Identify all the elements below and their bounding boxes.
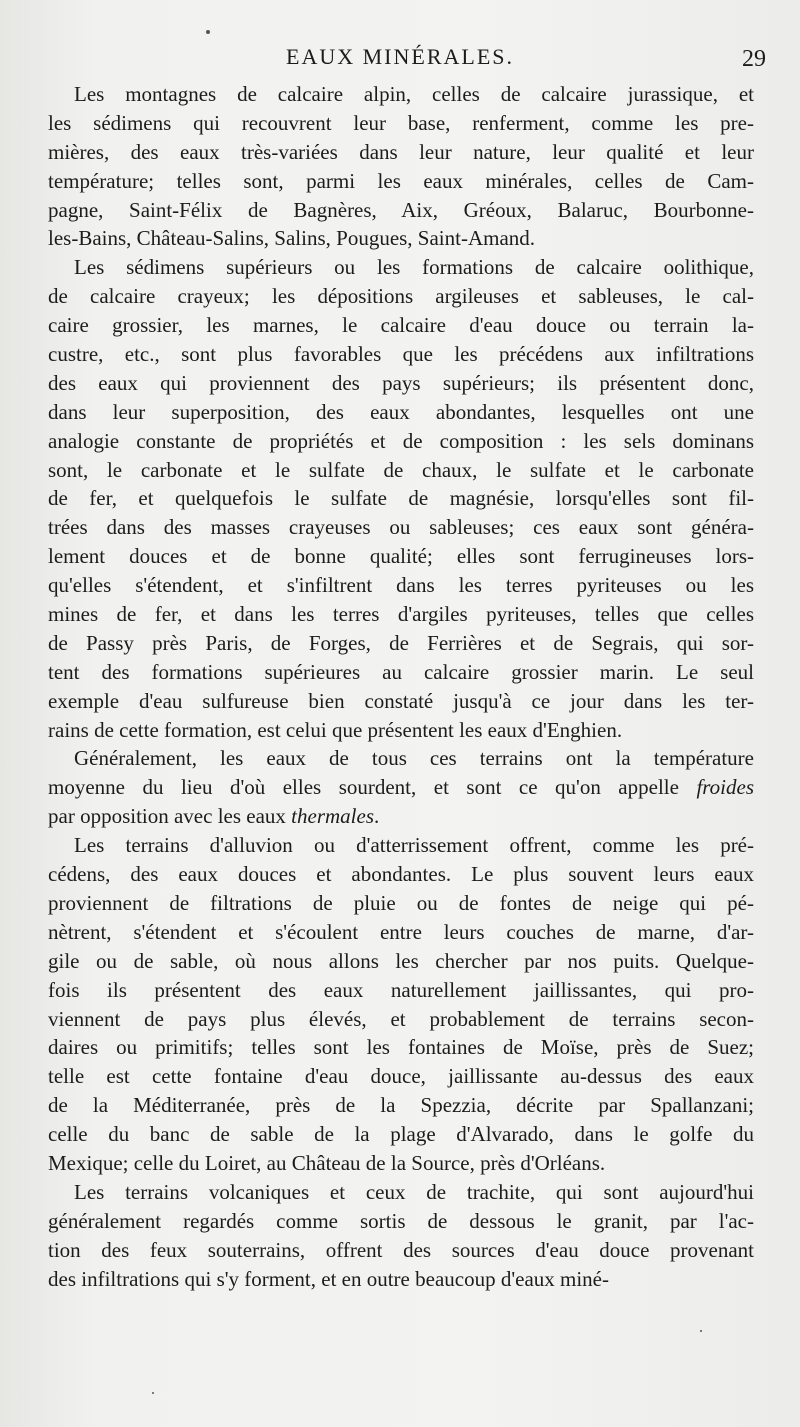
- trailing-punctuation: .: [374, 804, 380, 829]
- print-speck: [700, 1330, 702, 1332]
- text-line: [48, 1207, 754, 1236]
- body-text: [48, 80, 754, 1293]
- paragraph: [48, 1178, 754, 1294]
- line-text: par opposition avec les eaux: [48, 804, 286, 829]
- line-text: des eaux qui proviennent des pays supérieurs; ils présentent donc,: [48, 370, 754, 395]
- line-text: Les sédimens supérieurs ou les formations de calcaire oolithique,: [74, 255, 754, 280]
- text-line: [48, 427, 754, 456]
- line-text: custre, etc., sont plus favorables que les précédens aux infiltrations: [48, 342, 754, 367]
- line-text: les sédimens qui recouvrent leur base, renferment, comme les pre-: [48, 110, 754, 135]
- line-text: Les terrains volcaniques et ceux de trachite, qui sont aujourd'hui: [74, 1179, 754, 1204]
- line-text: généralement regardés comme sortis de dessous le granit, par l'ac-: [48, 1208, 754, 1233]
- text-line: [48, 196, 754, 225]
- text-line: [48, 658, 754, 687]
- line-text: viennent de pays plus élevés, et probablement de terrains secon-: [48, 1006, 754, 1031]
- text-line: [48, 629, 754, 658]
- text-line: [48, 1236, 754, 1265]
- text-line: [48, 398, 754, 427]
- line-text: tion des feux souterrains, offrent des sources d'eau douce provenant: [48, 1237, 754, 1262]
- paragraph: [48, 831, 754, 1178]
- text-line: [48, 1062, 754, 1091]
- text-line: [48, 773, 754, 802]
- line-text: les-Bains, Château-Salins, Salins, Pougues, Saint-Amand.: [48, 226, 536, 251]
- italic-term: thermales: [291, 804, 374, 829]
- text-line: [48, 167, 754, 196]
- print-speck: [152, 1392, 154, 1394]
- text-line: [48, 369, 754, 398]
- line-text: nètrent, s'étendent et s'écoulent entre leurs couches de marne, d'ar-: [48, 919, 754, 944]
- text-line: [48, 1265, 754, 1294]
- line-text: gile ou de sable, où nous allons les chercher par nos puits. Quelque-: [48, 948, 754, 973]
- line-text: caire grossier, les marnes, le calcaire d'eau douce ou terrain la-: [48, 313, 754, 338]
- line-text: dans leur superposition, des eaux abondantes, lesquelles ont une: [48, 399, 754, 424]
- text-line: [48, 311, 754, 340]
- text-line: [48, 687, 754, 716]
- italic-term: froides: [696, 775, 754, 800]
- line-text: sont, le carbonate et le sulfate de chaux, le sulfate et le carbonate: [48, 457, 754, 482]
- line-text: proviennent de filtrations de pluie ou de fontes de neige qui pé-: [48, 890, 754, 915]
- text-line: [48, 600, 754, 629]
- text-line: [48, 224, 754, 253]
- text-line: [48, 484, 754, 513]
- line-text: de la Méditerranée, près de la Spezzia, décrite par Spallanzani;: [48, 1093, 754, 1118]
- text-line: [48, 947, 754, 976]
- text-line: [48, 744, 754, 773]
- text-line: [48, 889, 754, 918]
- page-header: [0, 36, 800, 76]
- text-line: [48, 918, 754, 947]
- text-line: [48, 253, 754, 282]
- text-line: [48, 456, 754, 485]
- line-text: celle du banc de sable de la plage d'Alvarado, dans le golfe du: [48, 1122, 754, 1147]
- line-text: trées dans des masses crayeuses ou sableuses; ces eaux sont généra-: [48, 515, 754, 540]
- text-line: [48, 1149, 754, 1178]
- text-line: [48, 716, 754, 745]
- line-text: moyenne du lieu d'où elles sourdent, et sont ce qu'on appelle: [48, 775, 679, 800]
- text-line: [48, 860, 754, 889]
- line-text: cédens, des eaux douces et abondantes. Le plus souvent leurs eaux: [48, 862, 754, 887]
- text-line: [48, 340, 754, 369]
- text-line: [48, 513, 754, 542]
- text-line: [48, 1033, 754, 1062]
- paragraph: [48, 253, 754, 744]
- text-line: [48, 831, 754, 860]
- line-text: de Passy près Paris, de Forges, de Ferrières et de Segrais, qui sor-: [48, 630, 754, 655]
- line-text: des infiltrations qui s'y forment, et en outre beaucoup d'eaux miné-: [48, 1266, 609, 1291]
- text-line: [48, 1120, 754, 1149]
- line-text: de fer, et quelquefois le sulfate de magnésie, lorsqu'elles sont fil-: [48, 486, 754, 511]
- paragraph: [48, 744, 754, 831]
- line-text: qu'elles s'étendent, et s'infiltrent dans les terres pyriteuses ou les: [48, 573, 754, 598]
- paragraph: [48, 80, 754, 253]
- text-line: [48, 138, 754, 167]
- line-text: mières, des eaux très-variées dans leur nature, leur qualité et leur: [48, 139, 754, 164]
- text-line: [48, 976, 754, 1005]
- line-text: de calcaire crayeux; les dépositions argileuses et sableuses, le cal-: [48, 284, 754, 309]
- page-number: 29: [742, 46, 766, 72]
- line-text: pagne, Saint-Félix de Bagnères, Aix, Gréoux, Balaruc, Bourbonne-: [48, 197, 754, 222]
- text-line: [48, 1091, 754, 1120]
- print-speck: [206, 30, 210, 34]
- line-text: Les montagnes de calcaire alpin, celles de calcaire jurassique, et: [74, 82, 754, 106]
- text-line: [48, 571, 754, 600]
- line-text: fois ils présentent des eaux naturellement jaillissantes, qui pro-: [48, 977, 754, 1002]
- line-text: lement douces et de bonne qualité; elles sont ferrugineuses lors-: [48, 544, 754, 569]
- line-text: tent des formations supérieures au calcaire grossier marin. Le seul: [48, 659, 754, 684]
- text-line: [48, 109, 754, 138]
- text-line: [48, 1005, 754, 1034]
- text-line: [48, 542, 754, 571]
- line-text: mines de fer, et dans les terres d'argiles pyriteuses, telles que celles: [48, 602, 754, 627]
- line-text: analogie constante de propriétés et de composition : les sels dominans: [48, 428, 754, 453]
- line-text: Mexique; celle du Loiret, au Château de la Source, près d'Orléans.: [48, 1150, 606, 1175]
- text-line: [48, 80, 754, 109]
- text-line: [48, 1178, 754, 1207]
- running-title: EAUX MINÉRALES.: [286, 44, 514, 69]
- line-text: telle est cette fontaine d'eau douce, jaillissante au-dessus des eaux: [48, 1064, 754, 1089]
- line-text: rains de cette formation, est celui que présentent les eaux d'Enghien.: [48, 717, 623, 742]
- text-line: [48, 802, 754, 831]
- line-text: température; telles sont, parmi les eaux minérales, celles de Cam-: [48, 168, 754, 193]
- line-text: exemple d'eau sulfureuse bien constaté jusqu'à ce jour dans les ter-: [48, 688, 754, 713]
- line-text: daires ou primitifs; telles sont les fontaines de Moïse, près de Suez;: [48, 1035, 754, 1060]
- line-text: Les terrains d'alluvion ou d'atterrissement offrent, comme les pré-: [74, 833, 754, 858]
- line-text: Généralement, les eaux de tous ces terrains ont la température: [74, 746, 754, 771]
- text-line: [48, 282, 754, 311]
